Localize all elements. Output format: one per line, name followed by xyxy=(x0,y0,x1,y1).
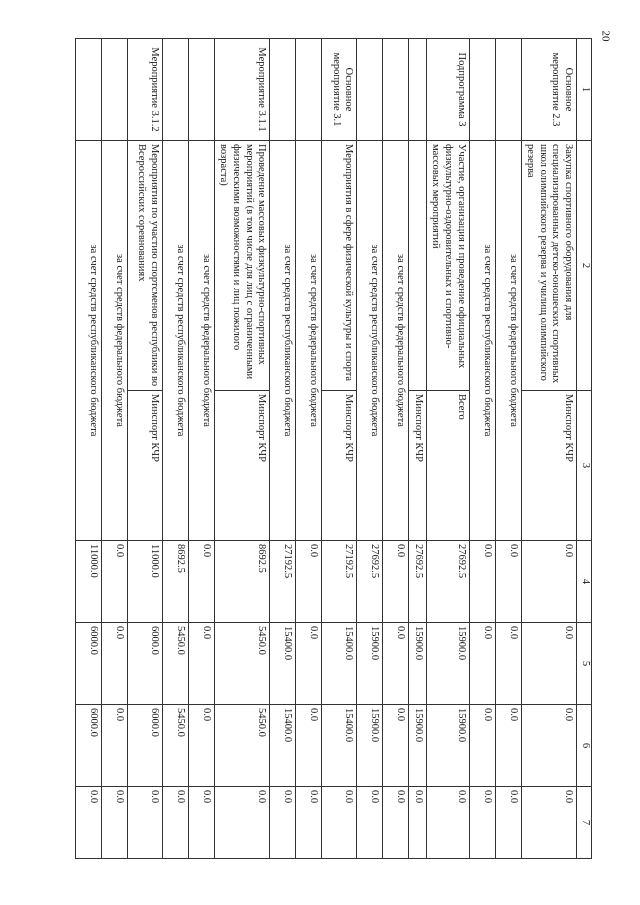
item-description xyxy=(409,141,427,391)
value-col4: 0.0 xyxy=(101,541,127,623)
value-col7: 0.0 xyxy=(357,787,383,859)
value-col7: 0.0 xyxy=(495,787,521,859)
value-col7: 0.0 xyxy=(75,787,101,859)
value-col7: 0.0 xyxy=(409,787,427,859)
table-row xyxy=(296,39,322,859)
value-col6: 15900.0 xyxy=(409,705,427,787)
column-number-2: 2 xyxy=(577,141,592,391)
column-number-7: 7 xyxy=(577,787,592,859)
executor: Всего xyxy=(426,391,469,541)
column-number-1: 1 xyxy=(577,39,592,141)
value-col7: 0.0 xyxy=(469,787,495,859)
value-col7: 0.0 xyxy=(214,787,269,859)
value-col5: 6000.0 xyxy=(75,623,101,705)
item-code xyxy=(469,39,495,141)
value-col7: 0.0 xyxy=(162,787,188,859)
item-code xyxy=(101,39,127,141)
item-description: Закупка спортивного оборудования для специализированных детско-юношеских спортивных школ олимпийского резерва и училищ олимпийского резерва xyxy=(521,141,576,391)
executor: Минспорт КЧР xyxy=(521,391,576,541)
value-col5: 15900.0 xyxy=(426,623,469,705)
value-col4: 0.0 xyxy=(383,541,409,623)
value-col5: 0.0 xyxy=(469,623,495,705)
column-number-5: 5 xyxy=(577,623,592,705)
value-col7: 0.0 xyxy=(322,787,357,859)
column-number-4: 4 xyxy=(577,541,592,623)
table-row xyxy=(521,39,576,859)
value-col6: 0.0 xyxy=(521,705,576,787)
value-col4: 27692.5 xyxy=(357,541,383,623)
value-col4: 27692.5 xyxy=(426,541,469,623)
table-row xyxy=(426,39,469,859)
table-row xyxy=(188,39,214,859)
table-row xyxy=(469,39,495,859)
value-col7: 0.0 xyxy=(270,787,296,859)
item-code xyxy=(162,39,188,141)
value-col4: 27692.5 xyxy=(409,541,427,623)
executor: Минспорт КЧР xyxy=(409,391,427,541)
table-row xyxy=(357,39,383,859)
column-number-3: 3 xyxy=(577,391,592,541)
value-col4: 0.0 xyxy=(296,541,322,623)
value-col6: 15400.0 xyxy=(270,705,296,787)
funding-source: за счет средств федерального бюджета xyxy=(495,141,521,541)
item-code xyxy=(270,39,296,141)
value-col5: 0.0 xyxy=(101,623,127,705)
item-code: Основное мероприятие 2.3 xyxy=(521,39,576,141)
table-row xyxy=(162,39,188,859)
value-col4: 27192.5 xyxy=(322,541,357,623)
executor: Минспорт КЧР xyxy=(322,391,357,541)
funding-source: за счет средств федерального бюджета xyxy=(296,141,322,541)
executor: Минспорт КЧР xyxy=(214,391,269,541)
funding-source: за счет средств федерального бюджета xyxy=(383,141,409,541)
item-description: Мероприятия в сфере физической культуры и спорта xyxy=(322,141,357,391)
value-col5: 0.0 xyxy=(495,623,521,705)
value-col6: 0.0 xyxy=(469,705,495,787)
value-col5: 15400.0 xyxy=(270,623,296,705)
value-col6: 0.0 xyxy=(296,705,322,787)
item-code: Основное мероприятие 3.1 xyxy=(322,39,357,141)
funding-source: за счет средств федерального бюджета xyxy=(101,141,127,541)
column-number-row xyxy=(577,39,592,859)
table-row xyxy=(214,39,269,859)
funding-source: за счет средств республиканского бюджета xyxy=(270,141,296,541)
value-col6: 15900.0 xyxy=(426,705,469,787)
table-row xyxy=(127,39,162,859)
budget-table xyxy=(75,38,592,859)
item-description: Проведение массовых физкультурно-спортивных мероприятий (в том числе для лиц с ограниченными физическими возможностями и лиц пожилого возраста) xyxy=(214,141,269,391)
value-col4: 0.0 xyxy=(495,541,521,623)
value-col6: 5450.0 xyxy=(162,705,188,787)
item-code: Подпрограмма 3 xyxy=(426,39,469,141)
funding-source: за счет средств республиканского бюджета xyxy=(357,141,383,541)
value-col5: 15400.0 xyxy=(322,623,357,705)
value-col6: 6000.0 xyxy=(75,705,101,787)
funding-source: за счет средств республиканского бюджета xyxy=(469,141,495,541)
value-col4: 0.0 xyxy=(521,541,576,623)
funding-source: за счет средств федерального бюджета xyxy=(188,141,214,541)
table-row xyxy=(75,39,101,859)
value-col5: 5450.0 xyxy=(162,623,188,705)
item-code xyxy=(75,39,101,141)
value-col4: 11000.0 xyxy=(75,541,101,623)
table-row xyxy=(409,39,427,859)
item-code: Мероприятие 3.1.2 xyxy=(127,39,162,141)
table-row xyxy=(383,39,409,859)
value-col4: 0.0 xyxy=(469,541,495,623)
value-col6: 5450.0 xyxy=(214,705,269,787)
value-col4: 8692.5 xyxy=(162,541,188,623)
column-number-6: 6 xyxy=(577,705,592,787)
value-col5: 15900.0 xyxy=(357,623,383,705)
value-col7: 0.0 xyxy=(426,787,469,859)
value-col6: 0.0 xyxy=(495,705,521,787)
table-row xyxy=(270,39,296,859)
table-row xyxy=(101,39,127,859)
table-row xyxy=(322,39,357,859)
item-code xyxy=(188,39,214,141)
value-col6: 0.0 xyxy=(188,705,214,787)
item-code xyxy=(296,39,322,141)
value-col5: 15900.0 xyxy=(409,623,427,705)
funding-source: за счет средств республиканского бюджета xyxy=(75,141,101,541)
table-body xyxy=(75,39,576,859)
page-number: 20 xyxy=(599,30,612,42)
value-col6: 0.0 xyxy=(383,705,409,787)
value-col6: 15900.0 xyxy=(357,705,383,787)
funding-source: за счет средств республиканского бюджета xyxy=(162,141,188,541)
value-col6: 6000.0 xyxy=(127,705,162,787)
item-code xyxy=(383,39,409,141)
value-col6: 15400.0 xyxy=(322,705,357,787)
value-col4: 11000.0 xyxy=(127,541,162,623)
value-col7: 0.0 xyxy=(296,787,322,859)
value-col7: 0.0 xyxy=(383,787,409,859)
item-code xyxy=(409,39,427,141)
value-col7: 0.0 xyxy=(101,787,127,859)
item-code xyxy=(495,39,521,141)
rotated-page xyxy=(42,38,592,858)
value-col4: 27192.5 xyxy=(270,541,296,623)
item-code: Мероприятие 3.1.1 xyxy=(214,39,269,141)
value-col5: 6000.0 xyxy=(127,623,162,705)
value-col6: 0.0 xyxy=(101,705,127,787)
value-col5: 5450.0 xyxy=(214,623,269,705)
value-col7: 0.0 xyxy=(127,787,162,859)
value-col7: 0.0 xyxy=(521,787,576,859)
table-row xyxy=(495,39,521,859)
item-description: Мероприятия по участию спортсменов республики во Всероссийских соревнованиях xyxy=(127,141,162,391)
value-col5: 0.0 xyxy=(521,623,576,705)
executor: Минспорт КЧР xyxy=(127,391,162,541)
value-col4: 8692.5 xyxy=(214,541,269,623)
item-description: Участие, организация и проведение официальных физкультурно-оздоровительных и спортивно-массовых мероприятий xyxy=(426,141,469,391)
value-col5: 0.0 xyxy=(296,623,322,705)
item-code xyxy=(357,39,383,141)
value-col5: 0.0 xyxy=(383,623,409,705)
value-col4: 0.0 xyxy=(188,541,214,623)
value-col7: 0.0 xyxy=(188,787,214,859)
value-col5: 0.0 xyxy=(188,623,214,705)
